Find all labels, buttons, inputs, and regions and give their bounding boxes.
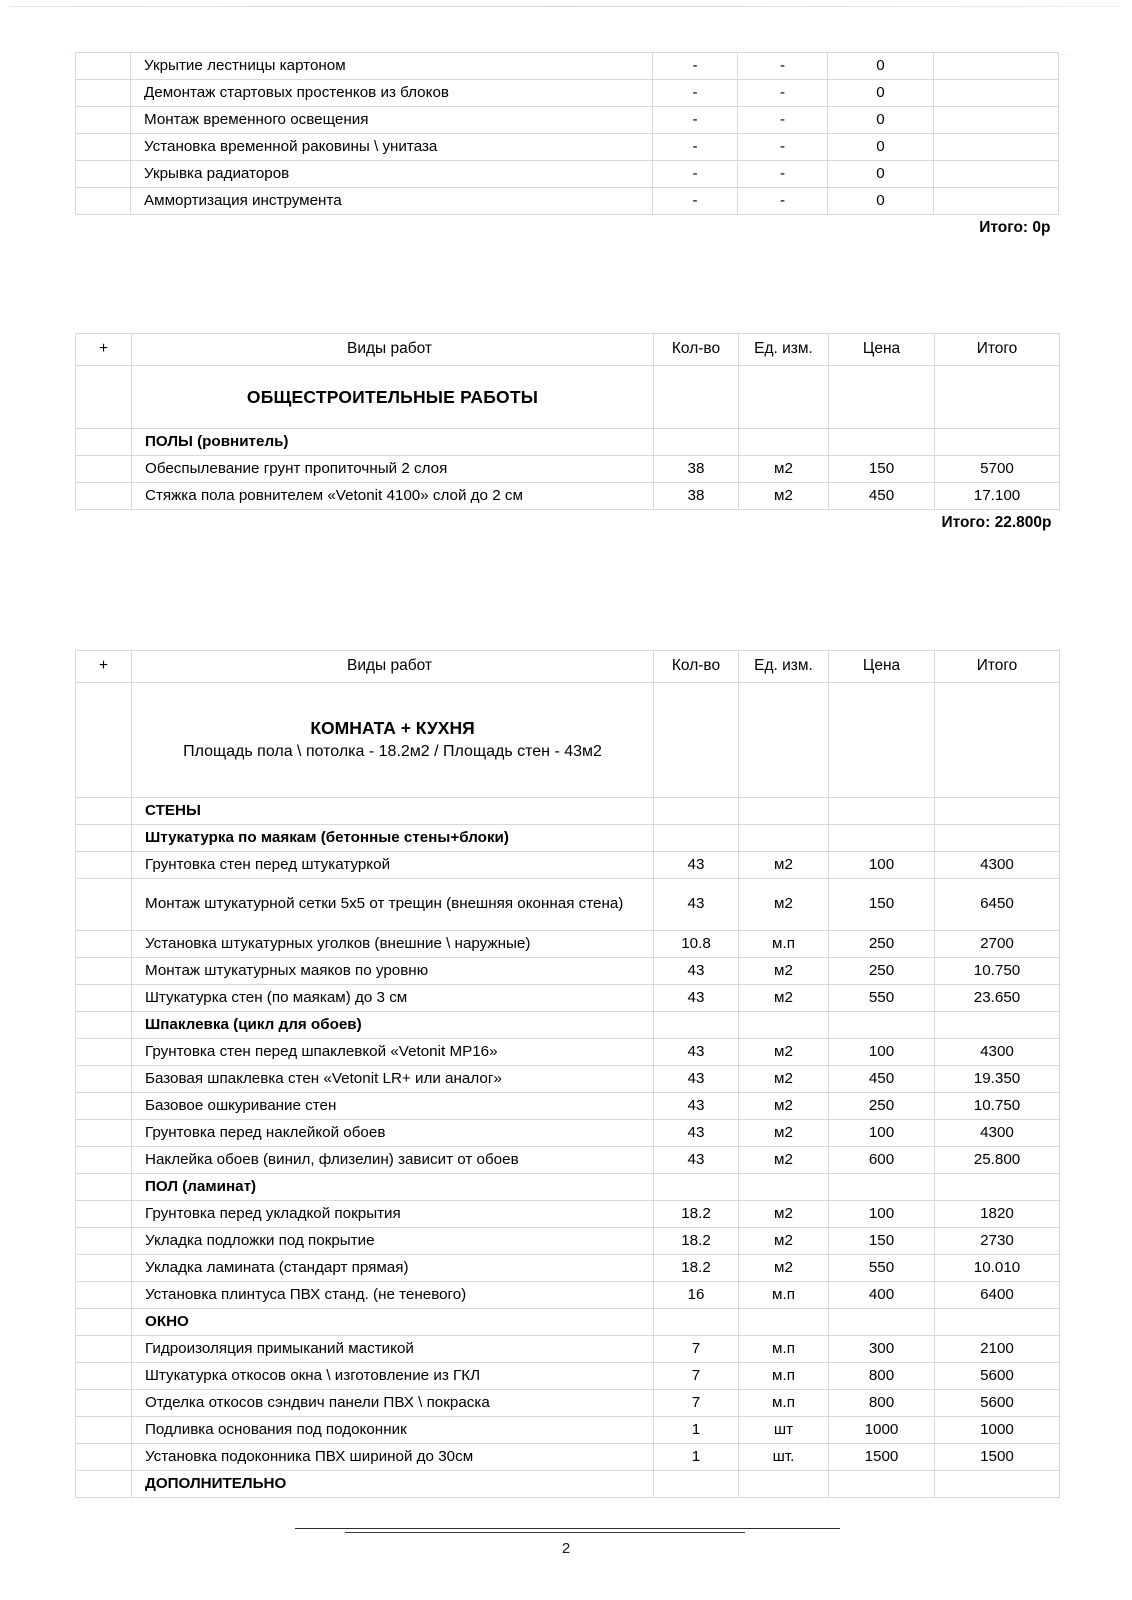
row-price: 100 — [829, 852, 935, 879]
total-spacer-1 — [76, 510, 132, 537]
row-work-name: Монтаж временного освещения — [131, 107, 653, 134]
table3-section-title-row — [76, 683, 1060, 798]
table-row — [76, 483, 1060, 510]
row-qty: 10.8 — [654, 931, 739, 958]
group-qty-cell — [654, 1471, 739, 1498]
row-total — [934, 53, 1059, 80]
row-total: 6400 — [935, 1282, 1060, 1309]
row-qty: 1 — [654, 1444, 739, 1471]
row-total — [934, 107, 1059, 134]
row-work-name: Укрывка радиаторов — [131, 161, 653, 188]
row-unit: м2 — [739, 985, 829, 1012]
row-unit: м.п — [739, 1390, 829, 1417]
spacer-price-cell — [829, 683, 935, 798]
group-price-cell — [829, 1309, 935, 1336]
row-work-name: Базовая шпаклевка стен «Vetonit LR+ или аналог» — [132, 1066, 654, 1093]
group-unit-cell — [739, 1012, 829, 1039]
row-unit: м2 — [739, 958, 829, 985]
row-total — [934, 161, 1059, 188]
group-plus-cell — [76, 798, 132, 825]
row-work-name: Отделка откосов сэндвич панели ПВХ \ покраска — [132, 1390, 654, 1417]
table-row — [76, 1066, 1060, 1093]
row-unit: м2 — [739, 1066, 829, 1093]
row-qty: 7 — [654, 1336, 739, 1363]
header-unit: Ед. изм. — [739, 651, 829, 683]
table-row — [76, 1093, 1060, 1120]
row-work-name: Установка временной раковины \ унитаза — [131, 134, 653, 161]
row-plus-cell[interactable] — [76, 1039, 132, 1066]
row-price: 0 — [828, 107, 934, 134]
row-total: 25.800 — [935, 1147, 1060, 1174]
group-row-window — [76, 1309, 1060, 1336]
row-price: 150 — [829, 1228, 935, 1255]
row-qty: - — [653, 188, 738, 215]
row-qty: 43 — [654, 1093, 739, 1120]
row-plus-cell[interactable] — [76, 1363, 132, 1390]
spacer-plus-cell — [76, 683, 132, 798]
row-work-name: Укрытие лестницы картоном — [131, 53, 653, 80]
row-qty: - — [653, 161, 738, 188]
group-row-floor — [76, 1174, 1060, 1201]
header-qty: Кол-во — [654, 651, 739, 683]
header-total: Итого — [935, 651, 1060, 683]
header-plus[interactable]: + — [76, 651, 132, 683]
row-qty: - — [653, 134, 738, 161]
row-work-name: Грунтовка перед наклейкой обоев — [132, 1120, 654, 1147]
row-qty: 7 — [654, 1390, 739, 1417]
row-work-name: Грунтовка стен перед штукатуркой — [132, 852, 654, 879]
row-price: 400 — [829, 1282, 935, 1309]
group-plus-cell — [76, 1471, 132, 1498]
header-work: Виды работ — [132, 334, 654, 366]
total-spacer-2 — [132, 510, 654, 537]
row-total — [934, 134, 1059, 161]
row-work-name: Подливка основания под подоконник — [132, 1417, 654, 1444]
group-plus-cell — [76, 1012, 132, 1039]
table-row — [76, 1363, 1060, 1390]
group-total-cell — [935, 798, 1060, 825]
row-plus-cell[interactable] — [76, 1255, 132, 1282]
group-price-cell — [829, 429, 935, 456]
row-unit: м2 — [739, 879, 829, 931]
section-title-room-kitchen: КОМНАТА + КУХНЯ — [310, 718, 475, 739]
row-qty: - — [653, 53, 738, 80]
row-plus-cell[interactable] — [76, 188, 131, 215]
row-price: 1000 — [829, 1417, 935, 1444]
row-total — [934, 188, 1059, 215]
row-price: 150 — [829, 879, 935, 931]
row-total: 1500 — [935, 1444, 1060, 1471]
header-plus[interactable]: + — [76, 334, 132, 366]
spacer-total-cell — [935, 683, 1060, 798]
group-price-cell — [829, 825, 935, 852]
table2-total-label — [739, 510, 1060, 537]
row-price: 100 — [829, 1039, 935, 1066]
group-qty-cell — [654, 825, 739, 852]
table-row — [76, 456, 1060, 483]
row-unit: м2 — [739, 1120, 829, 1147]
row-unit: - — [738, 107, 828, 134]
row-price: 450 — [829, 1066, 935, 1093]
row-unit: шт. — [739, 1444, 829, 1471]
row-work-name: Стяжка пола ровнителем «Vetonit 4100» слой до 2 см — [132, 483, 654, 510]
row-qty: 43 — [654, 1147, 739, 1174]
group-qty-cell — [654, 429, 739, 456]
spacer-unit-cell — [739, 683, 829, 798]
total-spacer-2 — [131, 215, 653, 242]
row-price: 250 — [829, 931, 935, 958]
total-spacer-1 — [76, 215, 131, 242]
row-qty: - — [653, 107, 738, 134]
row-work-name: Наклейка обоев (винил, флизелин) зависит от обоев — [132, 1147, 654, 1174]
section-title-general-construction: ОБЩЕСТРОИТЕЛЬНЫЕ РАБОТЫ — [132, 366, 654, 429]
group-plus-cell — [76, 825, 132, 852]
row-qty: 16 — [654, 1282, 739, 1309]
row-total: 23.650 — [935, 985, 1060, 1012]
row-plus-cell[interactable] — [76, 1201, 132, 1228]
row-work-name: Укладка ламината (стандарт прямая) — [132, 1255, 654, 1282]
row-price: 1500 — [829, 1444, 935, 1471]
row-plus-cell[interactable] — [76, 1444, 132, 1471]
row-price: 550 — [829, 1255, 935, 1282]
room-kitchen-works-table — [75, 650, 1060, 1498]
row-total: 10.750 — [935, 958, 1060, 985]
header-total: Итого — [935, 334, 1060, 366]
row-total: 10.750 — [935, 1093, 1060, 1120]
row-price: 600 — [829, 1147, 935, 1174]
table-row — [76, 1255, 1060, 1282]
scan-artifact-line — [10, 6, 1120, 7]
group-row-putty — [76, 1012, 1060, 1039]
row-total: 10.010 — [935, 1255, 1060, 1282]
row-plus-cell[interactable] — [76, 161, 131, 188]
spacer-total-cell — [935, 366, 1060, 429]
group-label-window: ОКНО — [132, 1309, 654, 1336]
group-unit-cell — [739, 429, 829, 456]
spacer-plus-cell — [76, 366, 132, 429]
section-title-block-room-kitchen — [132, 683, 654, 798]
header-price: Цена — [829, 651, 935, 683]
row-total: 6450 — [935, 879, 1060, 931]
table2-section-title-row — [76, 366, 1060, 429]
row-plus-cell[interactable] — [76, 1093, 132, 1120]
table-row — [76, 1201, 1060, 1228]
row-total: 5700 — [935, 456, 1060, 483]
group-unit-cell — [739, 1174, 829, 1201]
row-plus-cell[interactable] — [76, 852, 132, 879]
row-qty: 7 — [654, 1363, 739, 1390]
group-unit-cell — [739, 825, 829, 852]
group-price-cell — [829, 1174, 935, 1201]
row-unit: - — [738, 161, 828, 188]
row-qty: 38 — [654, 483, 739, 510]
row-price: 300 — [829, 1336, 935, 1363]
group-plus-cell — [76, 429, 132, 456]
row-price: 800 — [829, 1390, 935, 1417]
row-plus-cell[interactable] — [76, 1066, 132, 1093]
row-total: 2700 — [935, 931, 1060, 958]
row-work-name: Установка подоконника ПВХ шириной до 30см — [132, 1444, 654, 1471]
row-total: 17.100 — [935, 483, 1060, 510]
row-total: 1000 — [935, 1417, 1060, 1444]
group-unit-cell — [739, 1471, 829, 1498]
group-label-plaster: Штукатурка по маякам (бетонные стены+блоки) — [132, 825, 654, 852]
row-plus-cell[interactable] — [76, 53, 131, 80]
row-total: 4300 — [935, 1039, 1060, 1066]
header-work: Виды работ — [132, 651, 654, 683]
row-work-name: Штукатурка откосов окна \ изготовление из ГКЛ — [132, 1363, 654, 1390]
row-unit: м2 — [739, 1039, 829, 1066]
table2-header-row — [76, 334, 1060, 366]
row-qty: 43 — [654, 1039, 739, 1066]
table1-total-value: Итого: 0р — [979, 218, 1051, 236]
row-total — [934, 80, 1059, 107]
row-qty: 43 — [654, 1066, 739, 1093]
group-total-cell — [935, 429, 1060, 456]
group-row-plaster — [76, 825, 1060, 852]
row-plus-cell[interactable] — [76, 1282, 132, 1309]
row-unit: - — [738, 134, 828, 161]
table1-total-label — [738, 215, 1059, 242]
row-work-name: Базовое ошкуривание стен — [132, 1093, 654, 1120]
row-qty: 43 — [654, 852, 739, 879]
page-number: 2 — [561, 1540, 571, 1557]
row-price: 0 — [828, 161, 934, 188]
table-row — [76, 134, 1059, 161]
row-price: 450 — [829, 483, 935, 510]
row-work-name: Укладка подложки под покрытие — [132, 1228, 654, 1255]
group-qty-cell — [654, 1309, 739, 1336]
header-price: Цена — [829, 334, 935, 366]
row-work-name: Аммортизация инструмента — [131, 188, 653, 215]
row-plus-cell[interactable] — [76, 1228, 132, 1255]
group-row-walls — [76, 798, 1060, 825]
table-row — [76, 985, 1060, 1012]
row-qty: 18.2 — [654, 1255, 739, 1282]
row-plus-cell[interactable] — [76, 456, 132, 483]
general-construction-works-table — [75, 333, 1060, 537]
row-qty: 43 — [654, 958, 739, 985]
table-row — [76, 161, 1059, 188]
row-qty: 18.2 — [654, 1228, 739, 1255]
table-row — [76, 1039, 1060, 1066]
group-price-cell — [829, 1012, 935, 1039]
table-row — [76, 80, 1059, 107]
row-work-name: Демонтаж стартовых простенков из блоков — [131, 80, 653, 107]
group-qty-cell — [654, 798, 739, 825]
row-work-name: Монтаж штукатурной сетки 5х5 от трещин (внешняя оконная стена) — [132, 879, 654, 931]
table3-header-row — [76, 651, 1060, 683]
spacer-price-cell — [829, 366, 935, 429]
row-work-name: Гидроизоляция примыканий мастикой — [132, 1336, 654, 1363]
row-work-name: Монтаж штукатурных маяков по уровню — [132, 958, 654, 985]
row-plus-cell[interactable] — [76, 1390, 132, 1417]
row-plus-cell[interactable] — [76, 985, 132, 1012]
row-qty: 18.2 — [654, 1201, 739, 1228]
row-work-name: Установка плинтуса ПВХ станд. (не теневого) — [132, 1282, 654, 1309]
row-unit: м2 — [739, 1147, 829, 1174]
row-plus-cell[interactable] — [76, 1417, 132, 1444]
table2-group-row — [76, 429, 1060, 456]
row-price: 0 — [828, 134, 934, 161]
row-total: 19.350 — [935, 1066, 1060, 1093]
row-unit: м.п — [739, 1363, 829, 1390]
row-total: 4300 — [935, 1120, 1060, 1147]
row-plus-cell[interactable] — [76, 80, 131, 107]
row-unit: м.п — [739, 931, 829, 958]
group-qty-cell — [654, 1174, 739, 1201]
group-price-cell — [829, 798, 935, 825]
group-total-cell — [935, 1012, 1060, 1039]
group-plus-cell — [76, 1309, 132, 1336]
row-unit: м2 — [739, 483, 829, 510]
spacer-unit-cell — [739, 366, 829, 429]
group-label-extra: ДОПОЛНИТЕЛЬНО — [132, 1471, 654, 1498]
row-total: 2100 — [935, 1336, 1060, 1363]
group-unit-cell — [739, 1309, 829, 1336]
row-work-name: Грунтовка стен перед шпаклевкой «Vetonit MP16» — [132, 1039, 654, 1066]
table-row — [76, 852, 1060, 879]
row-unit: м2 — [739, 456, 829, 483]
header-unit: Ед. изм. — [739, 334, 829, 366]
header-qty: Кол-во — [654, 334, 739, 366]
row-total: 1820 — [935, 1201, 1060, 1228]
group-total-cell — [935, 1309, 1060, 1336]
row-qty: 1 — [654, 1417, 739, 1444]
table-row — [76, 1282, 1060, 1309]
row-price: 550 — [829, 985, 935, 1012]
row-price: 0 — [828, 80, 934, 107]
table-row — [76, 1444, 1060, 1471]
group-label-walls: СТЕНЫ — [132, 798, 654, 825]
table-row — [76, 1417, 1060, 1444]
table-row — [76, 1120, 1060, 1147]
row-price: 250 — [829, 1093, 935, 1120]
row-unit: м2 — [739, 1093, 829, 1120]
row-price: 150 — [829, 456, 935, 483]
row-qty: 43 — [654, 879, 739, 931]
row-plus-cell[interactable] — [76, 107, 131, 134]
row-unit: - — [738, 53, 828, 80]
row-qty: - — [653, 80, 738, 107]
row-unit: м.п — [739, 1282, 829, 1309]
table1-total-row — [76, 215, 1059, 242]
group-unit-cell — [739, 798, 829, 825]
table-row — [76, 879, 1060, 931]
row-plus-cell[interactable] — [76, 879, 132, 931]
row-unit: м.п — [739, 1336, 829, 1363]
table-row — [76, 1228, 1060, 1255]
table-row — [76, 1390, 1060, 1417]
row-qty: 43 — [654, 985, 739, 1012]
row-work-name: Грунтовка перед укладкой покрытия — [132, 1201, 654, 1228]
spacer-qty-cell — [654, 366, 739, 429]
group-label-floors: ПОЛЫ (ровнитель) — [132, 429, 654, 456]
row-price: 250 — [829, 958, 935, 985]
row-plus-cell[interactable] — [76, 483, 132, 510]
row-price: 800 — [829, 1363, 935, 1390]
row-unit: м2 — [739, 1201, 829, 1228]
row-work-name: Обеспылевание грунт пропиточный 2 слоя — [132, 456, 654, 483]
row-price: 100 — [829, 1120, 935, 1147]
preparatory-works-table — [75, 52, 1059, 242]
row-plus-cell[interactable] — [76, 958, 132, 985]
table-row — [76, 107, 1059, 134]
row-unit: м2 — [739, 852, 829, 879]
row-plus-cell[interactable] — [76, 134, 131, 161]
table2-total-row — [76, 510, 1060, 537]
row-work-name: Установка штукатурных уголков (внешние \ наружные) — [132, 931, 654, 958]
row-unit: - — [738, 188, 828, 215]
group-total-cell — [935, 1174, 1060, 1201]
row-plus-cell[interactable] — [76, 1336, 132, 1363]
group-total-cell — [935, 1471, 1060, 1498]
table-row — [76, 1147, 1060, 1174]
total-spacer-3 — [654, 510, 739, 537]
total-spacer-3 — [653, 215, 738, 242]
row-unit: м2 — [739, 1255, 829, 1282]
row-price: 0 — [828, 53, 934, 80]
footer-divider-secondary — [345, 1532, 745, 1533]
row-total: 4300 — [935, 852, 1060, 879]
group-label-putty: Шпаклевка (цикл для обоев) — [132, 1012, 654, 1039]
group-qty-cell — [654, 1012, 739, 1039]
table-row — [76, 1336, 1060, 1363]
table-row — [76, 188, 1059, 215]
group-label-floor: ПОЛ (ламинат) — [132, 1174, 654, 1201]
row-unit: шт — [739, 1417, 829, 1444]
table-row — [76, 53, 1059, 80]
group-plus-cell — [76, 1174, 132, 1201]
group-row-extra — [76, 1471, 1060, 1498]
group-price-cell — [829, 1471, 935, 1498]
row-qty: 38 — [654, 456, 739, 483]
row-qty: 43 — [654, 1120, 739, 1147]
table2-total-value: Итого: 22.800р — [941, 513, 1052, 531]
row-unit: - — [738, 80, 828, 107]
row-total: 5600 — [935, 1363, 1060, 1390]
row-unit: м2 — [739, 1228, 829, 1255]
footer-divider — [295, 1528, 840, 1529]
row-work-name: Штукатурка стен (по маякам) до 3 см — [132, 985, 654, 1012]
row-plus-cell[interactable] — [76, 1120, 132, 1147]
spacer-qty-cell — [654, 683, 739, 798]
row-total: 2730 — [935, 1228, 1060, 1255]
row-price: 0 — [828, 188, 934, 215]
row-price: 100 — [829, 1201, 935, 1228]
row-total: 5600 — [935, 1390, 1060, 1417]
group-total-cell — [935, 825, 1060, 852]
table-row — [76, 931, 1060, 958]
row-plus-cell[interactable] — [76, 931, 132, 958]
table-row — [76, 958, 1060, 985]
row-plus-cell[interactable] — [76, 1147, 132, 1174]
section-subtitle-areas: Площадь пола \ потолка - 18.2м2 / Площадь стен - 43м2 — [183, 743, 602, 761]
